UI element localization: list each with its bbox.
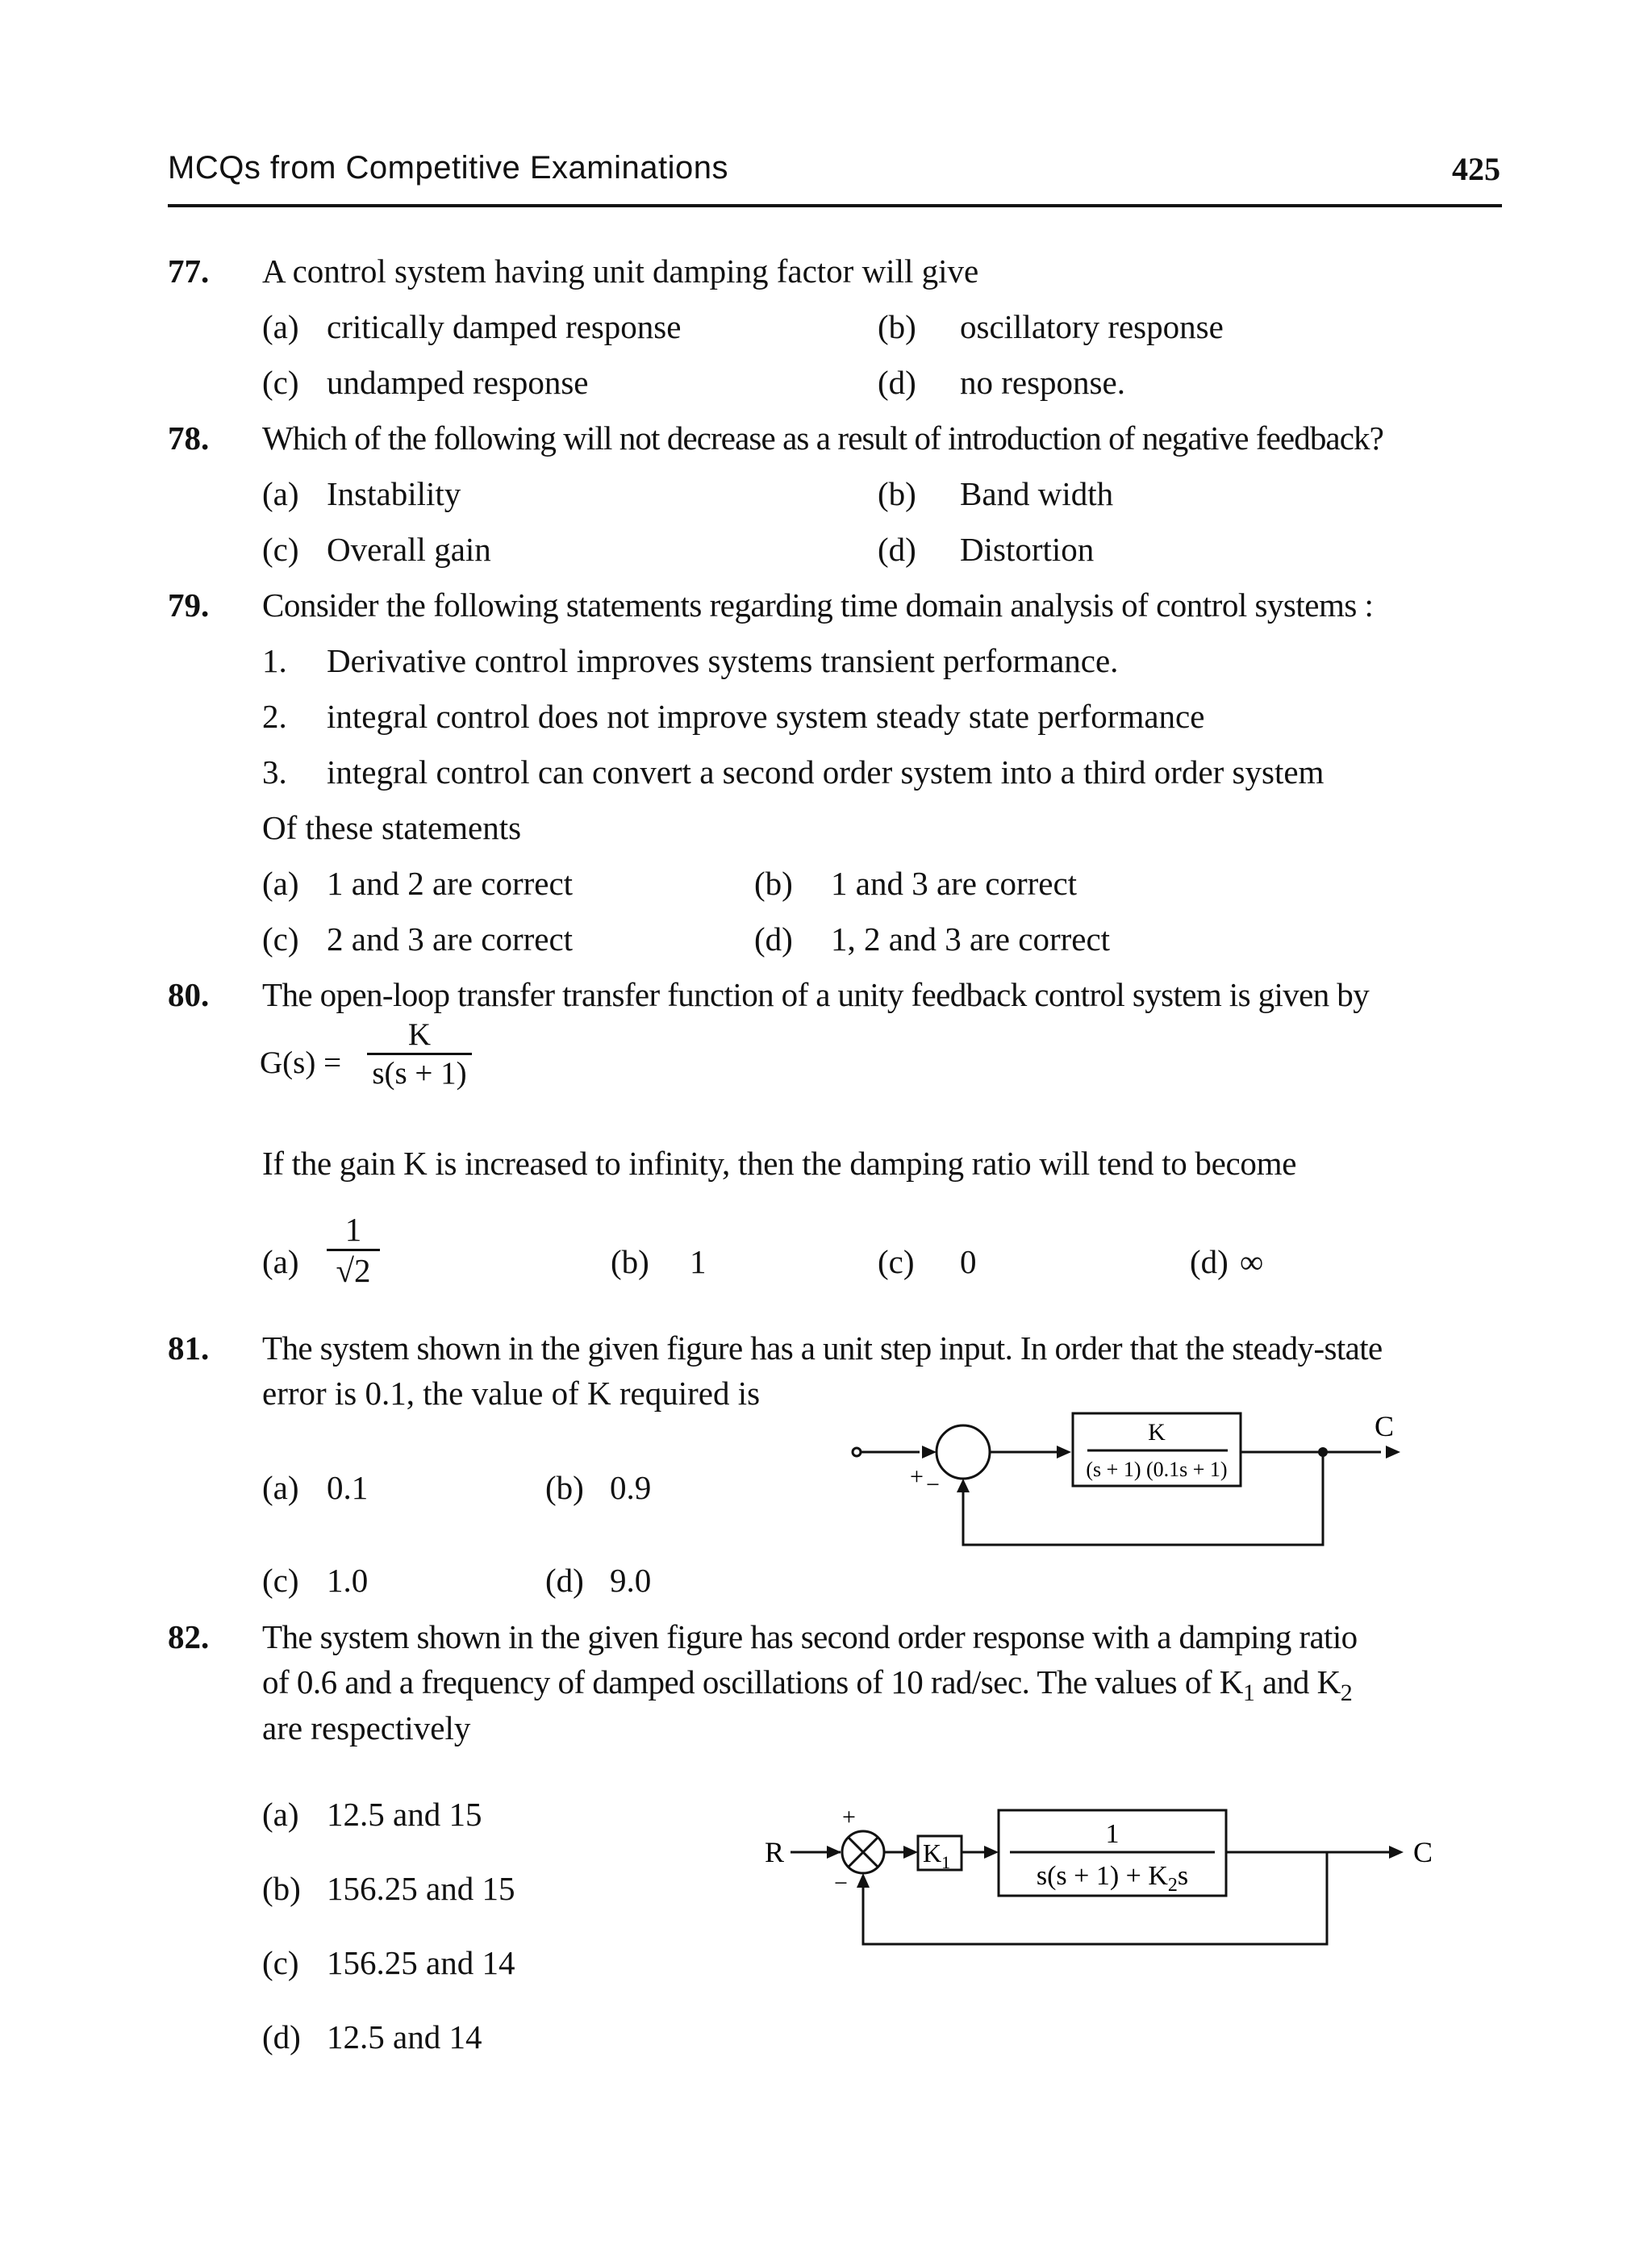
- gain-subscript: 1: [941, 1852, 951, 1872]
- subscript: 2: [1340, 1680, 1353, 1707]
- question-text-2: [262, 1663, 1352, 1707]
- arrowhead: [1057, 1446, 1071, 1459]
- option-d: 9.0: [610, 1562, 652, 1599]
- option-label: (a): [262, 1469, 299, 1506]
- gain-label: [923, 1838, 950, 1872]
- block-numerator: 1: [1105, 1819, 1120, 1849]
- option-a: 0.1: [327, 1469, 369, 1506]
- gain-symbol: K: [923, 1838, 942, 1867]
- option-d: 12.5 and 14: [327, 2018, 482, 2055]
- page-number: 425: [1452, 151, 1500, 187]
- option-d: ∞: [1240, 1243, 1264, 1280]
- question-text: The system shown in the given figure has a unit step input. In order that the steady-state: [262, 1329, 1383, 1367]
- option-label: (b): [545, 1469, 584, 1506]
- text-segment: of 0.6 and a frequency of damped oscillations of 10 rad/sec. The values of K: [262, 1663, 1243, 1701]
- option-label: (b): [262, 1870, 301, 1907]
- option-c: Overall gain: [327, 531, 491, 568]
- option-d: Distortion: [960, 531, 1095, 568]
- option-b: 156.25 and 15: [327, 1870, 515, 1907]
- minus-sign: −: [834, 1870, 848, 1897]
- option-label: (a): [262, 1796, 299, 1833]
- question-number: 82.: [168, 1618, 210, 1655]
- arrowhead: [903, 1846, 918, 1859]
- option-label: (b): [754, 865, 793, 902]
- option-label: (d): [262, 2018, 301, 2055]
- option-b: Band width: [960, 475, 1114, 512]
- option-b: 0.9: [610, 1469, 652, 1506]
- option-label: (c): [262, 1562, 299, 1599]
- question-text: Consider the following statements regarding time domain analysis of control systems :: [262, 586, 1374, 624]
- question-number: 78.: [168, 419, 210, 457]
- question-text-2: error is 0.1, the value of K required is: [262, 1375, 761, 1412]
- option-label: (d): [545, 1562, 584, 1599]
- option-c: 1.0: [327, 1562, 369, 1599]
- plus-sign: +: [910, 1463, 924, 1490]
- option-label: (d): [754, 920, 793, 958]
- question-number: 77.: [168, 252, 210, 290]
- arrowhead: [984, 1846, 999, 1859]
- option-label: (c): [262, 920, 299, 958]
- option-label: (c): [878, 1243, 915, 1280]
- option-label: (d): [1190, 1243, 1229, 1280]
- option-b: 1: [690, 1243, 707, 1280]
- option-c: undamped response: [327, 364, 589, 401]
- output-label: C: [1375, 1410, 1395, 1442]
- option-label: (d): [878, 364, 916, 401]
- fraction-numerator: K: [407, 1017, 432, 1052]
- arrowhead: [957, 1479, 970, 1492]
- question-text: A control system having unit damping factor will give: [262, 252, 979, 290]
- block-diagram-81: [839, 1404, 1420, 1589]
- option-a: critically damped response: [327, 308, 682, 345]
- option-label: (a): [262, 1243, 299, 1280]
- option-label: (c): [262, 364, 299, 401]
- block-numerator: K: [1148, 1419, 1166, 1446]
- arrowhead: [827, 1846, 841, 1859]
- option-a-fraction: [327, 1210, 380, 1290]
- arrowhead: [857, 1873, 870, 1888]
- text-segment: and K: [1254, 1663, 1341, 1701]
- option-b: 1 and 3 are correct: [831, 865, 1078, 902]
- input-terminal: [853, 1448, 861, 1456]
- question-text: The open-loop transfer transfer function of a unity feedback control system is given by: [262, 976, 1370, 1013]
- question-text: The system shown in the given figure has second order response with a damping ratio: [262, 1618, 1358, 1655]
- option-label: (b): [878, 475, 916, 512]
- option-a: Instability: [327, 475, 461, 512]
- option-label: (b): [878, 308, 916, 345]
- subscript: 2: [1167, 1875, 1178, 1896]
- fraction-denominator: s(s + 1): [372, 1056, 467, 1091]
- statement-2: integral control does not improve system steady state performance: [327, 698, 1205, 735]
- statement-3: integral control can convert a second order system into a third order system: [327, 753, 1325, 791]
- arrowhead: [1386, 1446, 1400, 1459]
- option-d: 1, 2 and 3 are correct: [831, 920, 1111, 958]
- option-c: 2 and 3 are correct: [327, 920, 574, 958]
- option-d: no response.: [960, 364, 1125, 401]
- block-denominator: [1037, 1861, 1188, 1896]
- option-c: 156.25 and 14: [327, 1944, 515, 1981]
- text-segment: s(s + 1) + K: [1036, 1861, 1168, 1891]
- of-these-statements: Of these statements: [262, 809, 522, 846]
- question-text: Which of the following will not decrease as a result of introduction of negative feedback?: [262, 419, 1383, 457]
- pickoff-point: [1318, 1447, 1328, 1457]
- formula-lhs: G(s) =: [260, 1045, 342, 1080]
- input-label: R: [765, 1836, 785, 1868]
- option-label: (b): [611, 1243, 649, 1280]
- output-label: C: [1413, 1836, 1433, 1868]
- question-number: 79.: [168, 586, 210, 624]
- option-a: 1 and 2 are correct: [327, 865, 574, 902]
- plus-sign: +: [842, 1804, 856, 1830]
- option-label: (a): [262, 308, 299, 345]
- arrowhead: [922, 1446, 937, 1459]
- arrowhead: [1389, 1846, 1404, 1859]
- option-label: (c): [262, 531, 299, 568]
- option-label: (d): [878, 531, 916, 568]
- option-label: (c): [262, 1944, 299, 1981]
- question-text-3: are respectively: [262, 1709, 471, 1746]
- question-number: 80.: [168, 976, 210, 1013]
- statement-1: Derivative control improves systems transient performance.: [327, 642, 1119, 679]
- statement-number: 1.: [262, 642, 287, 679]
- summing-junction: [937, 1425, 990, 1479]
- statement-number: 2.: [262, 698, 287, 735]
- option-a: 12.5 and 15: [327, 1796, 482, 1833]
- text-segment: s: [1177, 1861, 1189, 1891]
- transfer-function-fraction: [367, 1016, 472, 1091]
- fraction-numerator: 1: [344, 1211, 362, 1248]
- option-label: (a): [262, 475, 299, 512]
- header-rule: [168, 204, 1502, 207]
- option-c: 0: [960, 1243, 977, 1280]
- option-label: (a): [262, 865, 299, 902]
- block-denominator: (s + 1) (0.1s + 1): [1086, 1458, 1228, 1481]
- option-b: oscillatory response: [960, 308, 1224, 345]
- block-diagram-82: [750, 1783, 1460, 1976]
- running-header-title: MCQs from Competitive Examinations: [168, 150, 728, 186]
- question-text-2: If the gain K is increased to infinity, then the damping ratio will tend to become: [262, 1145, 1297, 1182]
- subscript: 1: [1242, 1680, 1255, 1707]
- fraction-denominator: √2: [336, 1252, 371, 1289]
- minus-sign: −: [926, 1471, 940, 1498]
- question-number: 81.: [168, 1329, 210, 1367]
- statement-number: 3.: [262, 753, 287, 791]
